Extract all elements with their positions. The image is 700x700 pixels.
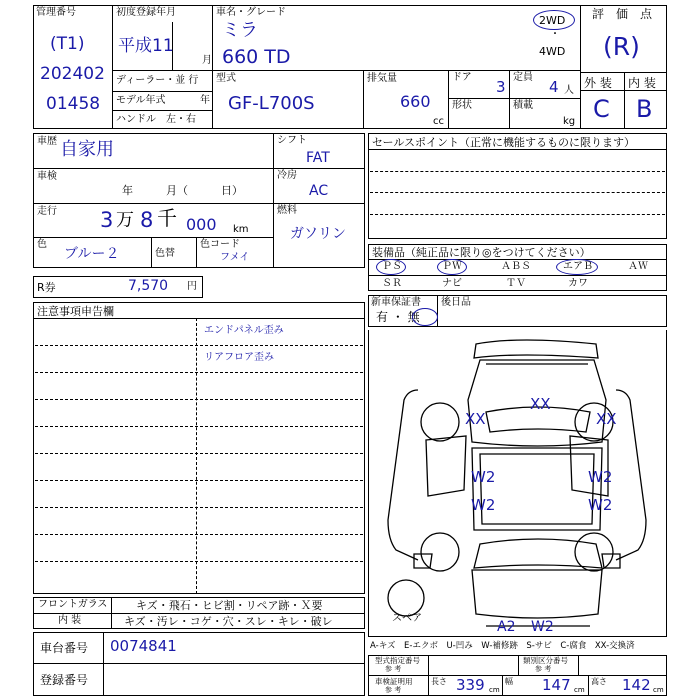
shaken-label: 車検 <box>37 171 57 182</box>
teiin-label: 定員 <box>513 72 533 83</box>
soko-value-a: 3 <box>100 208 114 232</box>
equip-ps-circle <box>376 259 406 275</box>
hosho-value: 有 ・ 無 <box>376 310 420 324</box>
kanri-t: (T1) <box>50 34 85 54</box>
rken-box <box>33 276 203 298</box>
shaken-fmt: 年 月（ 日） <box>122 184 243 197</box>
shodo-label: 初度登録年月 <box>116 7 176 18</box>
takasa-label: 高さ <box>591 677 607 686</box>
irogae-label: 色替 <box>155 248 175 259</box>
kanri-label: 管理番号 <box>36 7 76 18</box>
handle-label: ハンドル 左・右 <box>116 114 196 125</box>
door-label: ドア <box>452 72 472 83</box>
sekisai-unit: kg <box>563 116 576 127</box>
equip-navi: ナビ <box>442 278 462 289</box>
nohin-label: 後日品 <box>441 297 471 308</box>
mark-right-door1: W2 <box>588 468 613 486</box>
soko-value-b: 8 <box>140 208 154 232</box>
iro-label: 色 <box>37 239 47 250</box>
naiso-damage-label: 内 装 <box>58 615 82 626</box>
shareki-value: 自家用 <box>60 139 114 160</box>
haba-value: 147 <box>542 676 571 694</box>
gaiso-value: C <box>593 95 610 123</box>
teiin-unit: 人 <box>564 85 574 96</box>
mark-right-fender: XX <box>596 410 617 428</box>
shodo-month-unit: 月 <box>202 55 212 66</box>
equip-airbag: エアＢ <box>563 261 593 272</box>
front-glass-value: キズ・飛石・ヒビ割・リペア跡・Ｘ要 <box>136 599 323 612</box>
nagasa-value: 339 <box>456 676 485 694</box>
drive-dot: ・ <box>550 29 560 40</box>
mark-top: XX <box>530 395 551 413</box>
iro-code-value: フメイ <box>220 252 250 263</box>
shadai-label: 車台番号 <box>40 641 89 655</box>
equip-sr: ＳＲ <box>382 278 402 289</box>
haiki-label: 排気量 <box>367 73 397 84</box>
hyoka-value: (R) <box>603 32 640 61</box>
shamei-label: 車名・グレード <box>216 7 286 18</box>
dealer-label: ディーラー・並 行 <box>116 75 199 86</box>
drive-2wd: 2WD <box>539 14 566 27</box>
soko-sen: 千 <box>157 206 177 230</box>
shareki-label: 車歴 <box>37 136 57 147</box>
katashiki-value: GF-L700S <box>228 93 315 114</box>
door-value: 3 <box>496 78 506 96</box>
soko-label: 走行 <box>37 206 57 217</box>
shift-value: FAT <box>306 150 330 166</box>
sanko-1: 参 考 <box>385 665 402 673</box>
drive-4wd: 4WD <box>539 45 566 58</box>
kanri-no1: 202402 <box>40 64 105 84</box>
mark-rear-w: W2 <box>531 619 554 635</box>
car-diagram <box>368 330 667 637</box>
mark-left-fender: XX <box>465 410 486 428</box>
shomei-label: 車検証明用 <box>375 677 413 686</box>
kanri-no2: 01458 <box>46 94 101 114</box>
nenryo-value: ガソリン <box>290 226 346 242</box>
hosho-label: 新車保証書 <box>371 297 421 308</box>
equip-airbag-circle <box>556 259 598 275</box>
soko-unit: km <box>233 224 249 235</box>
mark-rear-a: A2 <box>497 619 516 635</box>
rken-label: R券 <box>37 281 56 294</box>
soubi-label: 装備品（純正品に限り◎をつけてください） <box>372 246 591 259</box>
teiin-value: 4 <box>549 78 559 96</box>
soko-man: 万 <box>116 210 134 231</box>
year-unit: 年 <box>200 95 210 106</box>
keijo-label: 形状 <box>452 100 472 111</box>
haba-unit: cm <box>574 686 585 694</box>
sanko-3: 参 考 <box>385 686 402 694</box>
notes-line1: エンドパネル歪み <box>204 325 284 336</box>
equip-abs: ＡＢＳ <box>501 261 531 272</box>
ruibetsu-label: 類別区分番号 <box>523 656 568 665</box>
spare-label: スペア <box>392 613 422 624</box>
mark-left-door2: W2 <box>471 496 496 514</box>
front-glass-label: フロントガラス <box>38 599 108 610</box>
katashiki-label: 型式 <box>216 73 236 84</box>
naiso-damage-value: キズ・汚レ・コゲ・穴・スレ・キレ・破レ <box>124 615 333 628</box>
toroku-label: 登録番号 <box>40 673 89 687</box>
equip-tv: ＴＶ <box>506 278 526 289</box>
katashiki-shitei-label: 型式指定番号 <box>375 656 420 665</box>
notes-label: 注意事項申告欄 <box>37 305 114 318</box>
mark-left-door1: W2 <box>471 468 496 486</box>
nenryo-label: 燃料 <box>277 205 297 216</box>
shadai-value: 0074841 <box>110 637 177 655</box>
haiki-unit: cc <box>433 116 444 127</box>
rken-unit: 円 <box>187 281 197 292</box>
gaiso-label: 外 装 <box>584 76 612 90</box>
soko-value-c: 000 <box>186 215 217 234</box>
damage-legend: A-キズ E-エクボ U-凹み W-補修跡 S-サビ C-腐食 XX-交換済 <box>370 641 635 651</box>
notes-line2: リアフロア歪み <box>204 352 274 363</box>
reibo-label: 冷房 <box>277 170 297 181</box>
hosho-nashi-circle <box>412 308 438 326</box>
equip-pw: ＰＷ <box>442 261 462 272</box>
equip-aw: ＡＷ <box>628 261 648 272</box>
equip-ps: ＰＳ <box>382 261 402 272</box>
shodo-era: 平成11 <box>118 36 174 56</box>
nagasa-unit: cm <box>489 686 500 694</box>
iro-code-label: 色コード <box>200 239 240 250</box>
hyoka-label: 評 価 点 <box>592 7 653 21</box>
sales-label: セールスポイント（正常に機能するものに限ります） <box>372 136 636 149</box>
shift-label: シフト <box>277 135 307 146</box>
iro-value: ブルー２ <box>64 246 120 262</box>
nagasa-label: 長さ <box>431 677 447 686</box>
equip-pw-circle <box>437 259 467 275</box>
reibo-value: AC <box>309 183 329 199</box>
naiso-value: B <box>636 95 653 123</box>
sekisai-label: 積載 <box>513 100 533 111</box>
mark-right-door2: W2 <box>588 496 613 514</box>
model-year-label: モデル年式 <box>116 95 166 106</box>
sanko-2: 参 考 <box>535 665 552 673</box>
shamei-value1: ミラ <box>222 20 258 41</box>
rken-value: 7,570 <box>128 278 169 294</box>
haba-label: 幅 <box>505 677 513 686</box>
takasa-value: 142 <box>622 676 651 694</box>
naiso-label: 内 装 <box>628 76 656 90</box>
haiki-value: 660 <box>400 92 431 111</box>
shamei-value2: 660 TD <box>222 46 291 68</box>
equip-leather: カワ <box>568 278 588 289</box>
takasa-unit: cm <box>653 686 664 694</box>
